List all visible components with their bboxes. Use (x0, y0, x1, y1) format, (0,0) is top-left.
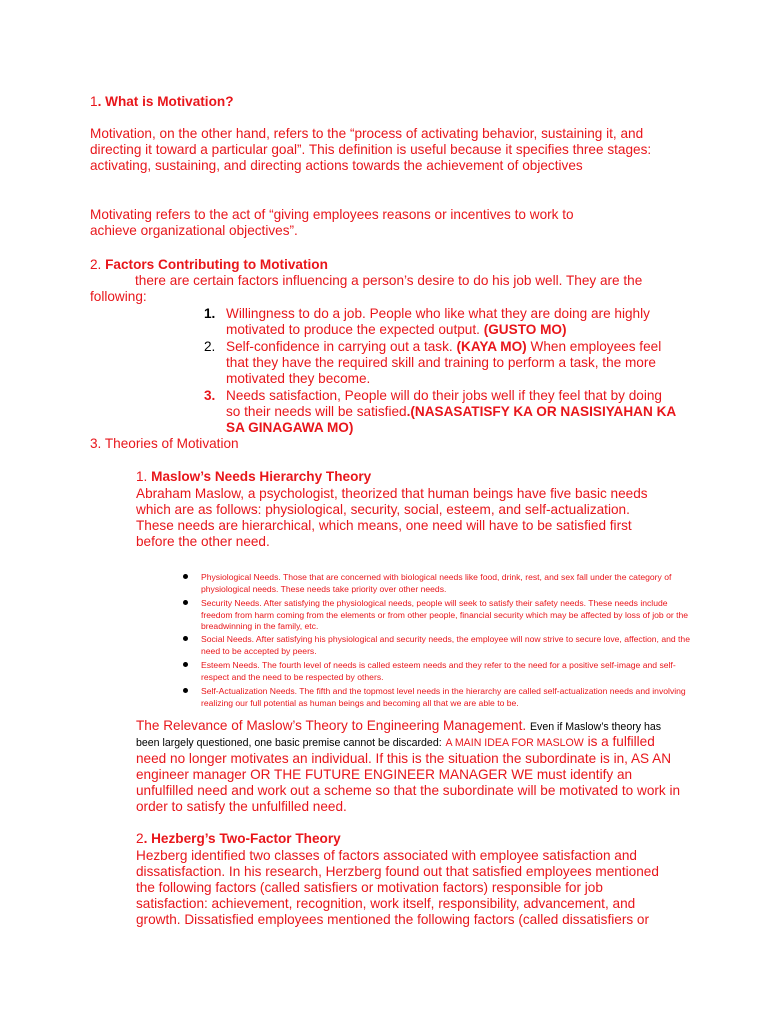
need-text: Physiological Needs. Those that are concerned with biological needs like food, drink, rest, and sex fall under the category of physiological needs. These needs take priority over other needs. (201, 572, 672, 594)
factor-item-1-number: 1. (204, 306, 216, 321)
relevance-premise: Even if Maslow’s theory has been largely questioned, one basic premise cannot be discarded: (136, 721, 662, 749)
section-2-number: 2. (90, 257, 102, 272)
need-text: Social Needs. After satisfying his physiological and security needs, the employee will now strive to secure love, affection, and the need to be accepted by peers. (201, 634, 690, 656)
maslow-heading (136, 469, 371, 485)
relevance-body: is a fulfilled need no longer motivates an individual. If this is the situation the subordinate is in, AS AN engineer manager OR THE FUTURE ENGINEER MANAGER WE must identify an unfulfilled need and work out a scheme so that the subordinate will be motivated to work in order to satisfy the unfulfilled need. (136, 734, 681, 814)
section-1-paragraph-1: Motivation, on the other hand, refers to the “process of activating behavior, sustaining it, and directing it toward a particular goal”. This definition is useful because it specifies three stages: activating, sustaining, and directing actions towards the achievement of objectives (90, 126, 652, 173)
factor-item-3-tag: .(NASASATISFY KA OR NASISIYAHAN KA SA GINAGAWA MO) (226, 404, 676, 435)
bullet-dot (183, 600, 188, 605)
need-item-security (201, 598, 691, 633)
bullet-dot (183, 662, 188, 667)
need-item-physiological (201, 572, 691, 595)
section-1-number: 1 (90, 94, 98, 109)
section-2-intro: there are certain factors influencing a person’s desire to do his job well. They are the following: (90, 273, 643, 304)
factor-item-3-text: Needs satisfaction, People will do their jobs well if they feel that by doing so their needs will be satisfied (226, 388, 662, 419)
need-item-self-actualization (201, 686, 691, 709)
herzberg-heading (136, 831, 341, 847)
maslow-body: Abraham Maslow, a psychologist, theorized that human beings have five basic needs which are as follows: physiological, security, social, esteem, and self-actualization. These needs are hierarchical, which means, one need will have to be satisfied first before the other need. (136, 486, 648, 549)
factor-item-2-after: When employees feel that they have the required skill and training to perform a task, the more motivated they become. (226, 339, 662, 386)
herzberg-number: 2 (136, 831, 144, 846)
factor-item-1-text: Willingness to do a job. People who like what they are doing are highly motivated to produce the expected output. (226, 306, 650, 337)
factor-item-2-number: 2. (204, 339, 216, 354)
bullet-dot (183, 688, 188, 693)
section-1-heading (90, 94, 234, 110)
section-1-paragraph-2: Motivating refers to the act of “giving employees reasons or incentives to work to achieve organizational objectives”. (90, 207, 574, 238)
factor-item-2 (204, 339, 686, 387)
maslow-title: Maslow’s Needs Hierarchy Theory (151, 469, 372, 484)
need-text: Self-Actualization Needs. The fifth and the topmost level needs in the hierarchy are called self-actualization needs and involving realizing our full potential as human beings and becoming all that we are able to be. (201, 686, 686, 708)
maslow-number: 1. (136, 469, 148, 484)
need-text: Esteem Needs. The fourth level of needs is called esteem needs and they refer to the need for a positive self-image and self-respect and the need to be respected by others. (201, 660, 676, 682)
relevance-title: The Relevance of Maslow’s Theory to Engineering Management. (136, 718, 527, 733)
factor-item-2-tag: (KAYA MO) (456, 339, 527, 354)
factor-item-3-number: 3. (204, 388, 216, 403)
herzberg-body: Hezberg identified two classes of factors associated with employee satisfaction and dissatisfaction. In his research, Herzberg found out that satisfied employees mentioned the following factors (called satisfiers or motivation factors) responsible for job satisfaction: achievement, recognition, work itself, responsibility, advancement, and growth. Dissatisfied employees mentioned the following factors (called dissatisfiers or (136, 848, 659, 927)
need-item-social (201, 634, 691, 657)
section-2-heading (90, 257, 328, 273)
herzberg-title: . Hezberg’s Two-Factor Theory (143, 831, 341, 846)
bullet-dot (183, 574, 188, 579)
maslow-relevance (136, 718, 681, 815)
factor-item-3 (204, 388, 676, 436)
section-1-title: . What is Motivation? (97, 94, 234, 109)
factor-item-1-tag: (GUSTO MO) (483, 322, 567, 337)
relevance-main-idea: A MAIN IDEA FOR MASLOW (445, 737, 584, 749)
need-text: Security Needs. After satisfying the physiological needs, people will seek to satisfy their safety needs. These needs include freedom from harm coming from the elements or from other people, financial security which may be affected by loss of job or the breadwinning in the family, etc. (201, 598, 689, 631)
bullet-dot (183, 636, 188, 641)
factor-item-2-text: Self-confidence in carrying out a task. (226, 339, 453, 354)
section-2-title: Factors Contributing to Motivation (105, 257, 328, 272)
section-3-heading: 3. Theories of Motivation (90, 436, 239, 451)
factor-item-1 (204, 306, 686, 338)
need-item-esteem (201, 660, 691, 683)
